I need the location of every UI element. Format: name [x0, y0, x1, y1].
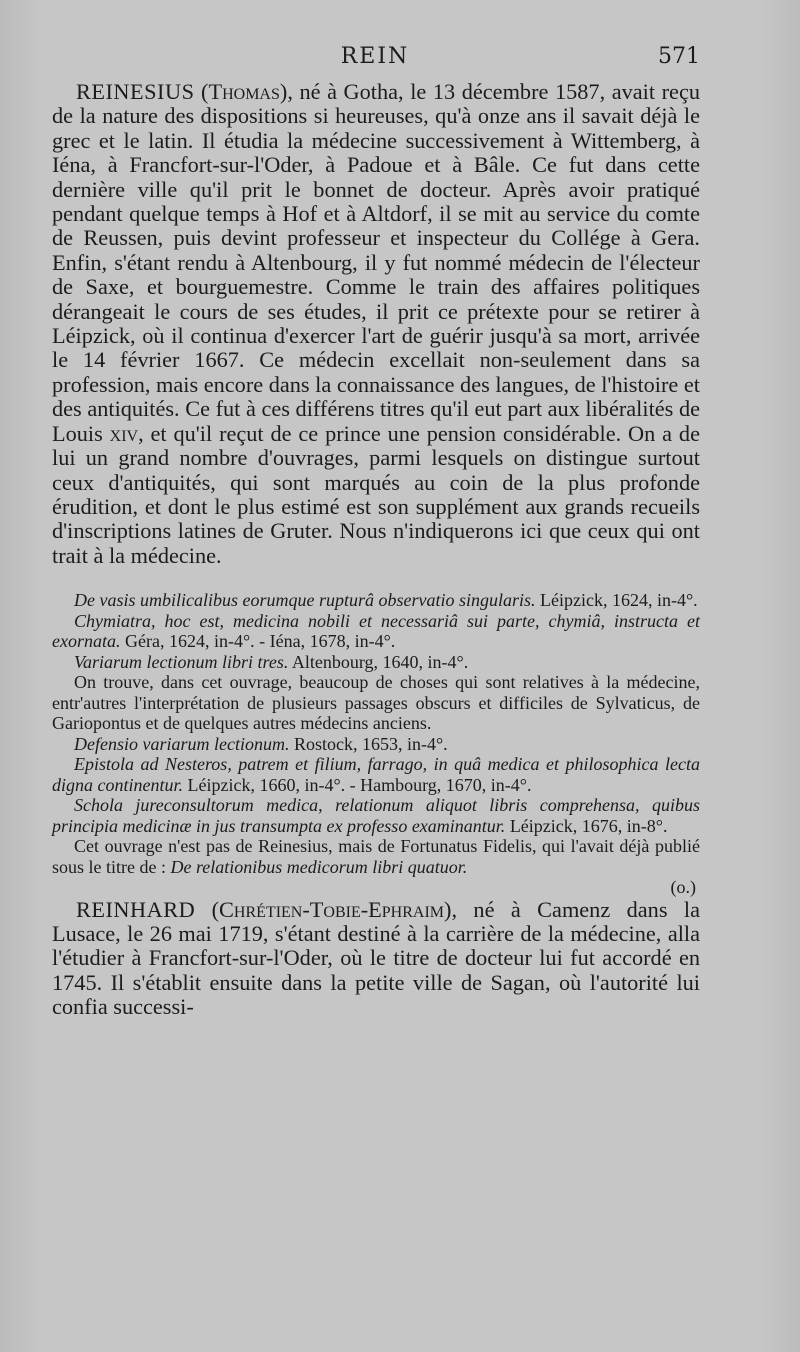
bibliography-item — [52, 652, 700, 673]
work-title: Epistola ad Nesteros, patrem et filium, farrago, in quâ medica et philosophica lecta digna continentur. — [52, 754, 700, 795]
bibliography — [52, 590, 700, 898]
entry-reinesius — [52, 80, 700, 568]
bibliography-note — [52, 836, 700, 877]
work-imprint: Altenbourg, 1640, in-4°. — [288, 651, 469, 672]
comment-text: On trouve, dans cet ouvrage, beaucoup de choses qui sont relatives à la médecine, entr'autres l'interprétation de plusieurs passages obscurs et difficiles de Sylvaticus, de Gariopontus et de quelques autres médecins anciens. — [52, 672, 700, 734]
running-title: REIN — [340, 44, 410, 69]
entry-headword: REINESIUS — [76, 79, 195, 104]
work-title: Schola jureconsultorum medica, relationum aliquot libris comprehensa, quibus principia medicinæ in jus transumpta ex professo examinantur. — [52, 795, 700, 836]
entry-body-end: , et qu'il reçut de ce prince une pension considérable. On a de lui un grand nombre d'ouvrages, parmi lesquels on distingue surtout ceux d'antiquités, qui sont marqués au coin de la plus profonde érudition, et dont le plus estimé est son supplément aux grands recueils d'inscriptions latines de Gruter. Nous n'indiquerons ici que ceux qui ont trait à la médecine. — [52, 420, 700, 568]
entry-body: , né à Camenz dans la Lusace, le 26 mai 1719, s'étant destiné à la carrière de la médecine, alla l'étudier à Francfort-sur-l'Oder, où le titre de docteur lui fut accordé en 1745. Il s'établit ensuite dans la petite ville de Sagan, où l'autorité lui confia successi- — [52, 896, 701, 1020]
entry-forename: (Chrétien-Tobie-Ephraim) — [211, 896, 452, 922]
entry-forename: (Thomas) — [201, 79, 288, 104]
note-text: Cet ouvrage n'est pas de Reinesius, mais de Fortunatus Fidelis, qui l'avait déjà publié sous le titre de : — [52, 836, 700, 877]
work-title: Chymiatra, hoc est, medicina nobili et necessariâ sui parte, chymiâ, instructa et exornata. — [52, 610, 700, 652]
entry-reinhard — [52, 898, 700, 1020]
main-text — [52, 80, 700, 1020]
regnal-numeral: xiv — [109, 420, 139, 446]
work-imprint: Léipzick, 1676, in-8°. — [505, 815, 668, 836]
work-imprint: Géra, 1624, in-4°. - Iéna, 1678, in-4°. — [120, 631, 396, 652]
page-number: 571 — [658, 44, 700, 69]
entry-body: , né à Gotha, le 13 décembre 1587, avait reçu de la nature des dispositions si heureuses, qu'à onze ans il savait déjà le grec et le latin. Il étudia la médecine successivement à Wittemberg, à Iéna, à Francfort-sur-l'Oder, à Padoue et à Bâle. Ce fut dans cette dernière ville qu'il prit le bonnet de docteur. Après avoir pratiqué pendant quelque temps à Hof et à Altdorf, il se mit au service du comte de Reussen, puis devint professeur et inspecteur du Collége à Gera. Enfin, s'étant rendu à Altenbourg, il y fut nommé médecin de l'électeur de Saxe, et bourguemestre. Comme le train des affaires politiques dérangeait le cours de ses études, il prit ce prétexte pour se retirer à Léipzick, où il continua d'exercer l'art de guérir jusqu'à sa mort, arrivée le 14 février 1667. Ce médecin excellait non-seulement dans sa profession, mais encore dans la connaissance des langues, de l'histoire et des antiquités. Ce fut à ces différens titres qu'il eut part aux libéralités de Louis — [52, 79, 700, 446]
note-title: De relationibus medicorum libri quatuor. — [170, 856, 468, 877]
author-signature: (o.) — [670, 877, 696, 898]
entry-headword: REINHARD — [76, 896, 196, 922]
bibliography-item — [52, 754, 700, 795]
work-title: De vasis umbilicalibus eorumque rupturâ observatio singularis. — [74, 590, 536, 611]
bibliography-comment — [52, 672, 700, 734]
bibliography-item — [52, 611, 700, 652]
work-title: Defensio variarum lectionum. — [74, 733, 290, 754]
bibliography-item — [52, 795, 700, 836]
work-imprint: Léipzick, 1624, in-4°. — [535, 590, 698, 611]
work-imprint: Léipzick, 1660, in-4°. - Hambourg, 1670, in-4°. — [183, 774, 532, 795]
bibliography-item — [52, 734, 700, 755]
work-title: Variarum lectionum libri tres. — [74, 651, 289, 672]
work-imprint: Rostock, 1653, in-4°. — [289, 733, 448, 754]
bibliography-item — [52, 590, 700, 611]
running-head — [50, 44, 700, 78]
